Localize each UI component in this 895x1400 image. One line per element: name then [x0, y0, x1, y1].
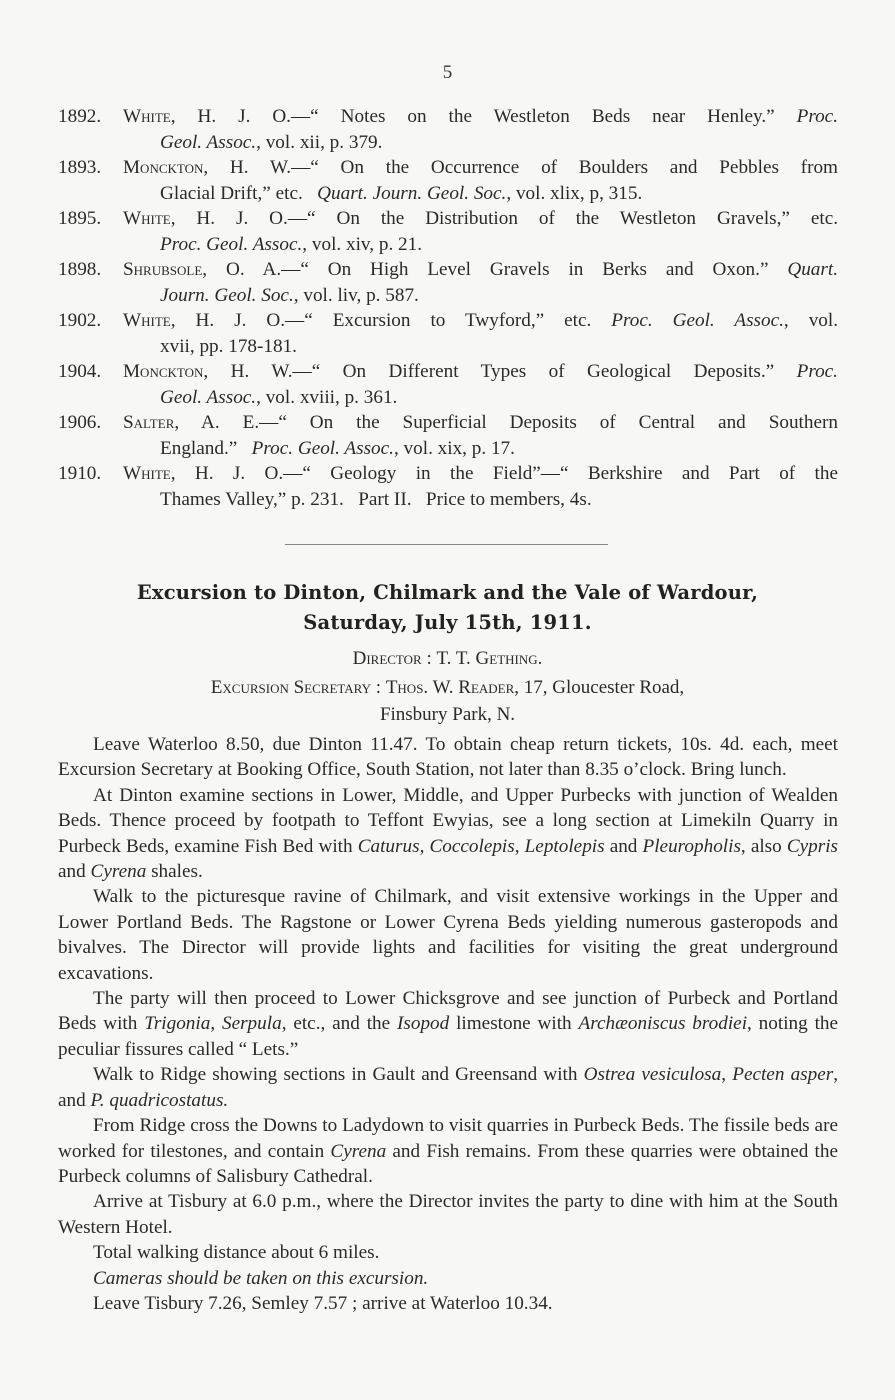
- reference-title-cont: Glacial Drift,” etc.: [160, 182, 303, 204]
- reference-title: —“ On the Occurrence of Boulders and Pebbles from: [291, 157, 838, 178]
- excursion-title-line1: Excursion to Dinton, Chilmark and the Vale of Wardour,: [136, 581, 759, 604]
- reference-volume: , vol. liv, p. 587.: [293, 284, 419, 306]
- reference-author: Shrubsole, O. A.: [123, 259, 282, 280]
- reference-volume: , vol. xii, p. 379.: [256, 131, 383, 153]
- reference-volume: , vol. xix, p. 17.: [393, 437, 515, 459]
- reference-year: 1902.: [58, 310, 102, 331]
- paragraph-ridge: Walk to Ridge showing sections in Gault and Greensand with Ostrea vesiculosa, Pecten asper, and P. quadricostatus.: [58, 1064, 839, 1111]
- paragraph-chicksgrove: The party will then proceed to Lower Chicksgrove and see junction of Purbeck and Portland Beds with Trigonia, Serpula, etc., and the Isopod limestone with Archæoniscus brodiei, noting the peculiar fissures called “ Lets.”: [58, 988, 839, 1060]
- reference-title-cont: England.”: [160, 437, 238, 459]
- reference-journal: Proc. Geol. Assoc.: [160, 233, 303, 255]
- reference-journal: Quart. Journ. Geol. Soc.: [317, 182, 507, 204]
- reference-year: 1904.: [58, 361, 102, 382]
- paragraph-cameras: Cameras should be taken on this excursion.: [93, 1267, 429, 1289]
- reference-entry: [58, 257, 838, 308]
- reference-title: —“ On Different Types of Geological Deposits.”: [292, 361, 775, 382]
- director-line: Director : T. T. Gething.: [352, 648, 543, 669]
- page-number: 5: [442, 62, 453, 83]
- reference-journal: Geol. Assoc.: [160, 386, 257, 408]
- paragraph-tisbury: Arrive at Tisbury at 6.0 p.m., where the Director invites the party to dine with him at the South Western Hotel.: [58, 1191, 838, 1238]
- reference-journal: Proc.: [796, 361, 838, 382]
- reference-entry: [58, 410, 838, 461]
- reference-entry: [58, 359, 838, 410]
- reference-volume: , vol. xiv, p. 21.: [302, 233, 423, 255]
- reference-year: 1892.: [58, 106, 102, 127]
- reference-author: White, H. J. O.: [123, 106, 291, 127]
- paragraph-itinerary: Leave Waterloo 8.50, due Dinton 11.47. To obtain cheap return tickets, 10s. 4d. each, meet Excursion Secretary at Booking Office, South Station, not later than 8.35 o’clock. Bring lunch.: [58, 734, 838, 781]
- reference-volume: , vol. xlix, p, 315.: [506, 182, 643, 204]
- reference-title: —“ Excursion to Twyford,” etc.: [285, 310, 592, 331]
- reference-journal: Journ. Geol. Soc.: [160, 284, 294, 306]
- secretary-label: Excursion Secretary: [210, 677, 372, 698]
- reference-year: 1898.: [58, 259, 102, 280]
- secretary-block: Excursion Secretary : Thos. W. Reader, 17, Gloucester Road, Finsbury Park, N.: [0, 674, 895, 728]
- excursion-title-line2: Saturday, July 15th, 1911.: [303, 611, 592, 634]
- paragraph-distance: Total walking distance about 6 miles.: [93, 1242, 380, 1264]
- paragraph-return: Leave Tisbury 7.26, Semley 7.57 ; arrive at Waterloo 10.34.: [93, 1292, 553, 1314]
- reference-year: 1910.: [58, 463, 102, 484]
- reference-title: —“ Geology in the Field”—“ Berkshire and Part of the: [283, 463, 838, 484]
- reference-author: Monckton, H. W.: [123, 157, 292, 178]
- reference-entry: [58, 155, 838, 206]
- reference-title: —“ On High Level Gravels in Berks and Oxon.”: [281, 259, 769, 280]
- reference-author: White, H. J. O.: [123, 208, 288, 229]
- reference-title: —“ Notes on the Westleton Beds near Henley.”: [290, 106, 775, 127]
- reference-title: —“ On the Superficial Deposits of Central and Southern: [259, 412, 838, 433]
- reference-volume: , vol.: [783, 310, 839, 331]
- reference-author: Monckton, H. W.: [123, 361, 293, 382]
- reference-volume: , vol. xviii, p. 361.: [256, 386, 398, 408]
- director-name: T. T. Gething.: [436, 648, 543, 669]
- secretary-address: , 17, Gloucester Road,: [514, 677, 685, 698]
- reference-year: 1895.: [58, 208, 102, 229]
- paragraph-ladydown: From Ridge cross the Downs to Ladydown to visit quarries in Purbeck Beds. The fissile beds are worked for tilestones, and contain Cyrena and Fish remains. From these quarries were obtained the Purbeck columns of Salisbury Cathedral.: [58, 1115, 838, 1187]
- section-divider: [285, 544, 608, 545]
- excursion-description: [58, 732, 838, 1316]
- reference-journal: Proc.: [796, 106, 838, 127]
- reference-volume: xvii, pp. 178-181.: [160, 335, 297, 357]
- reference-author: Salter, A. E.: [123, 412, 260, 433]
- reference-author: White, H. J. O.: [123, 310, 286, 331]
- paragraph-chilmark: Walk to the picturesque ravine of Chilmark, and visit extensive workings in the Upper and Lower Portland Beds. The Ragstone or Lower Cyrena Beds yielding numerous gasteropods and bivalves. The Director will provide lights and facilities for visiting the great underground excavations.: [58, 886, 838, 984]
- reference-year: 1906.: [58, 412, 102, 433]
- secretary-name: Thos. W. Reader: [385, 677, 515, 698]
- reference-entry: [58, 104, 838, 155]
- reference-volume: Thames Valley,” p. 231. Part II. Price to members, 4s.: [160, 488, 592, 510]
- paragraph-dinton: At Dinton examine sections in Lower, Middle, and Upper Purbecks with junction of Wealden Beds. Thence proceed by footpath to Teffont Ewyias, see a long section at Limekiln Quarry in Purbeck Beds, examine Fish Bed with Caturus, Coccolepis, Leptolepis and Pleuropholis, also Cypris and Cyrena shales.: [58, 784, 839, 883]
- reference-entry: [58, 206, 838, 257]
- reference-entry: [58, 461, 838, 512]
- reference-journal: Quart.: [787, 259, 838, 280]
- reference-journal: Geol. Assoc.: [160, 131, 257, 153]
- director-label: Director: [352, 648, 422, 669]
- reference-year: 1893.: [58, 157, 102, 178]
- excursion-title: [0, 578, 895, 638]
- reference-title: —“ On the Distribution of the Westleton Gravels,” etc.: [287, 208, 839, 229]
- reference-list: [58, 104, 838, 512]
- reference-journal: Proc. Geol. Assoc.: [611, 310, 784, 331]
- reference-author: White, H. J. O.: [123, 463, 284, 484]
- reference-journal: Proc. Geol. Assoc.: [251, 437, 394, 459]
- reference-entry: [58, 308, 838, 359]
- secretary-address-line2: Finsbury Park, N.: [379, 704, 516, 725]
